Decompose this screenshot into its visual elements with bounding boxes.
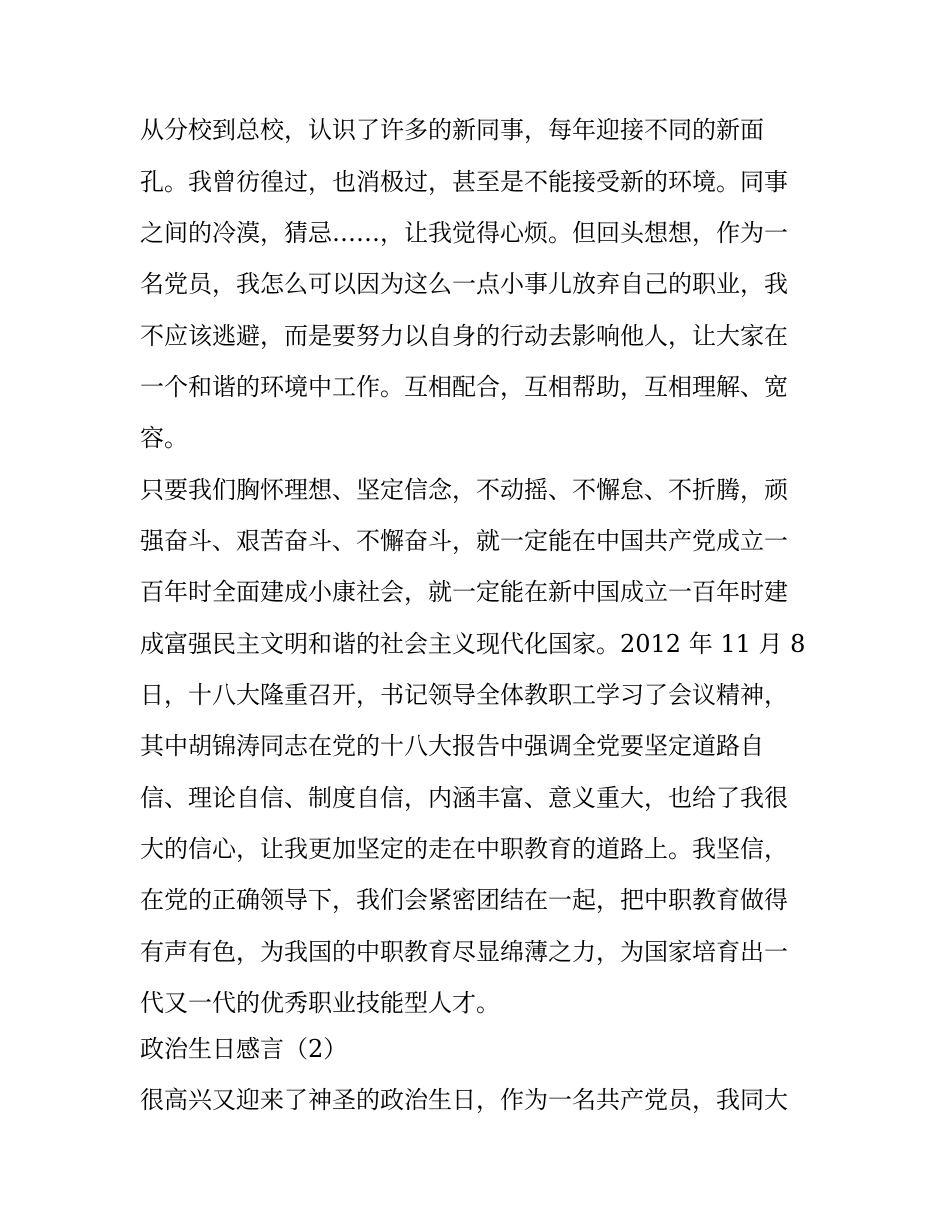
- text-line: 成富强民主文明和谐的社会主义现代化国家。2012 年 11 月 8: [140, 630, 806, 658]
- text-line: 不应该逃避，而是要努力以自身的行动去影响他人，让大家在: [140, 322, 788, 350]
- text-line: 孔。我曾彷徨过，也消极过，甚至是不能接受新的环境。同事: [140, 168, 788, 196]
- text-line: 强奋斗、艰苦奋斗、不懈奋斗，就一定能在中国共产党成立一: [140, 527, 788, 555]
- section-heading: 政治生日感言（2）: [140, 1035, 348, 1063]
- text-line: 一个和谐的环境中工作。互相配合，互相帮助，互相理解、宽: [140, 373, 788, 401]
- text-line: 有声有色，为我国的中职教育尽显绵薄之力，为国家培育出一: [140, 938, 788, 966]
- text-line: 只要我们胸怀理想、坚定信念，不动摇、不懈怠、不折腾，顽: [140, 476, 788, 504]
- text-line: 日，十八大隆重召开，书记领导全体教职工学习了会议精神，: [140, 681, 788, 709]
- text-line: 从分校到总校，认识了许多的新同事，每年迎接不同的新面: [140, 116, 764, 144]
- text-line: 名党员，我怎么可以因为这么一点小事儿放弃自己的职业，我: [140, 270, 788, 298]
- text-line: 之间的冷漠，猜忌……，让我觉得心烦。但回头想想，作为一: [140, 219, 788, 247]
- text-line: 容。: [140, 424, 188, 452]
- text-line: 大的信心，让我更加坚定的走在中职教育的道路上。我坚信，: [140, 835, 788, 863]
- text-line: 代又一代的优秀职业技能型人才。: [140, 989, 500, 1017]
- text-line: 很高兴又迎来了神圣的政治生日，作为一名共产党员，我同大: [140, 1086, 788, 1114]
- text-line: 信、理论自信、制度自信，内涵丰富、意义重大，也给了我很: [140, 784, 788, 812]
- text-line: 百年时全面建成小康社会，就一定能在新中国成立一百年时建: [140, 578, 788, 606]
- text-line: 其中胡锦涛同志在党的十八大报告中强调全党要坚定道路自: [140, 732, 764, 760]
- text-line: 在党的正确领导下，我们会紧密团结在一起，把中职教育做得: [140, 886, 788, 914]
